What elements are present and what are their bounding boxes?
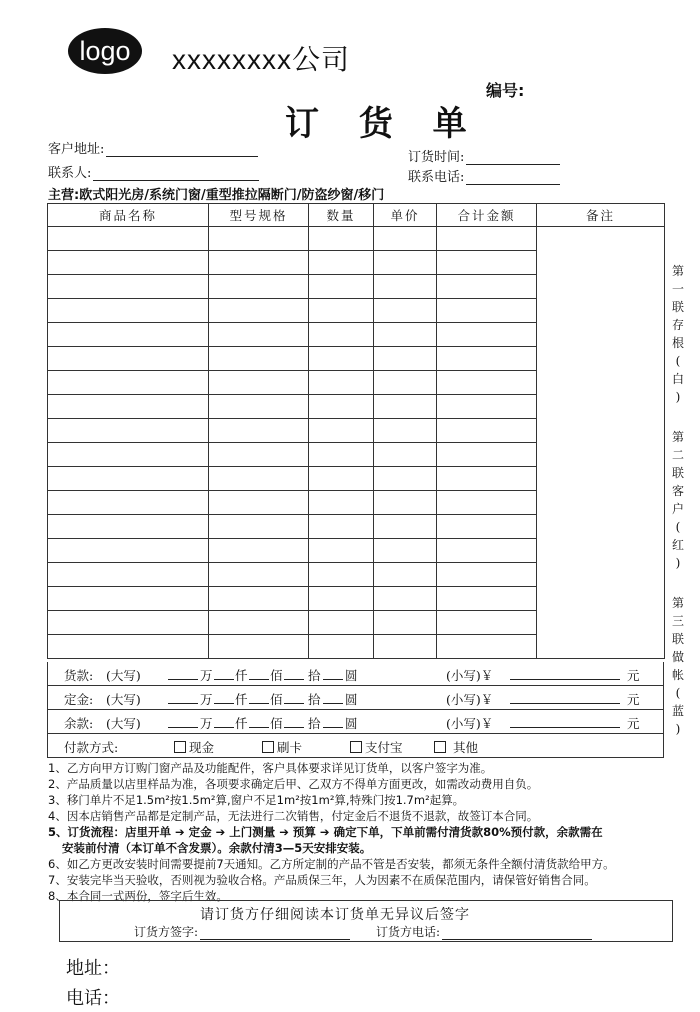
- footer-address: 地址：: [66, 958, 120, 978]
- table-cell[interactable]: [437, 563, 537, 587]
- unit-shi: 拾: [308, 692, 321, 707]
- table-cell[interactable]: [209, 275, 309, 299]
- yuan-label: 元: [627, 692, 640, 707]
- side-note-char: (: [675, 354, 681, 368]
- table-cell[interactable]: [309, 563, 374, 587]
- table-cell[interactable]: [437, 515, 537, 539]
- table-cell[interactable]: [374, 515, 437, 539]
- side-note-char: (: [675, 520, 681, 534]
- table-cell[interactable]: [209, 251, 309, 275]
- table-cell[interactable]: [309, 371, 374, 395]
- company-logo: [68, 28, 142, 74]
- side-note-char: 存: [671, 318, 684, 332]
- side-note-char: ): [675, 390, 681, 404]
- table-cell[interactable]: [209, 635, 309, 659]
- customer-address-label: 客户地址:: [48, 142, 105, 157]
- term-2: 2、产品质量以店里样品为准，各项要求确定后甲、乙双方不得单方面更改，如需改动费用自负。: [48, 777, 539, 791]
- goods-label: 货款:: [64, 668, 94, 683]
- table-cell[interactable]: [437, 347, 537, 371]
- side-note-char: 二: [671, 448, 684, 462]
- unit-yuan: 圆: [345, 668, 358, 683]
- table-cell[interactable]: [374, 563, 437, 587]
- table-cell[interactable]: [48, 443, 209, 467]
- term-1: 1、乙方向甲方订购门窗产品及功能配件，客户具体要求详见订货单，以客户签字为准。: [48, 761, 493, 775]
- table-cell[interactable]: [437, 227, 537, 251]
- table-cell[interactable]: [374, 611, 437, 635]
- table-cell[interactable]: [537, 227, 665, 659]
- table-cell[interactable]: [437, 611, 537, 635]
- order-time-label: 订货时间:: [408, 150, 465, 165]
- side-note-char: 户: [671, 502, 684, 516]
- table-cell[interactable]: [209, 227, 309, 251]
- contact-label: 联系人:: [48, 166, 92, 181]
- table-cell[interactable]: [48, 635, 209, 659]
- table-cell[interactable]: [374, 371, 437, 395]
- side-note-char: 帐: [671, 668, 684, 682]
- side-note-char: ): [675, 556, 681, 570]
- unit-qian: 仟: [235, 668, 248, 683]
- sign-phone-line[interactable]: [442, 926, 592, 940]
- table-cell[interactable]: [209, 563, 309, 587]
- side-note-char: 联: [671, 300, 684, 314]
- table-cell[interactable]: [209, 587, 309, 611]
- table-cell[interactable]: [309, 443, 374, 467]
- col-quantity: 数量: [309, 204, 374, 227]
- payment-option-cash[interactable]: [174, 738, 214, 756]
- capital-label: (大写): [106, 716, 141, 731]
- table-cell[interactable]: [309, 491, 374, 515]
- footer-phone: 电话：: [66, 988, 120, 1008]
- side-note-char: 三: [671, 614, 684, 628]
- order-table: [47, 203, 665, 659]
- contact-line[interactable]: [93, 167, 259, 181]
- table-cell[interactable]: [48, 419, 209, 443]
- unit-wan: 万: [200, 668, 213, 683]
- table-cell[interactable]: [48, 563, 209, 587]
- table-cell[interactable]: [209, 515, 309, 539]
- table-cell[interactable]: [209, 299, 309, 323]
- table-cell[interactable]: [209, 395, 309, 419]
- unit-bai: 佰: [270, 692, 283, 707]
- checkbox-icon[interactable]: [350, 741, 362, 753]
- table-cell[interactable]: [309, 539, 374, 563]
- side-note-char: 第: [671, 264, 684, 278]
- table-cell[interactable]: [209, 491, 309, 515]
- side-note-char: 白: [671, 372, 684, 386]
- table-cell[interactable]: [209, 371, 309, 395]
- side-note-char: 一: [671, 282, 684, 296]
- term-7: 7、安装完毕当天验收，否则视为验收合格。产品质保三年，人为因素不在质保范围内，请保管好销售合同。: [48, 873, 596, 887]
- balance-row: [47, 710, 664, 734]
- cash-label: 现金: [189, 740, 215, 755]
- term-5-cont: 安装前付清（本订单不含发票）。余款付清3—5天安排安装。: [62, 841, 372, 855]
- unit-qian: 仟: [235, 692, 248, 707]
- table-cell[interactable]: [309, 299, 374, 323]
- other-label: 其他: [452, 740, 478, 755]
- table-cell[interactable]: [437, 323, 537, 347]
- side-note-char: 做: [671, 650, 684, 664]
- table-cell[interactable]: [309, 467, 374, 491]
- table-cell[interactable]: [374, 347, 437, 371]
- table-cell[interactable]: [309, 323, 374, 347]
- side-note-char: 客: [671, 484, 684, 498]
- company-name: xxxxxxxx公司: [172, 44, 351, 75]
- table-cell[interactable]: [374, 299, 437, 323]
- sign-phone-field[interactable]: [376, 923, 592, 940]
- table-cell[interactable]: [374, 419, 437, 443]
- table-cell[interactable]: [48, 515, 209, 539]
- table-cell[interactable]: [309, 635, 374, 659]
- table-cell[interactable]: [374, 635, 437, 659]
- yuan-label: 元: [627, 716, 640, 731]
- unit-bai: 佰: [270, 716, 283, 731]
- table-cell[interactable]: [209, 539, 309, 563]
- side-note-char: 根: [671, 336, 684, 350]
- table-cell[interactable]: [437, 587, 537, 611]
- signature-field[interactable]: [134, 923, 350, 940]
- table-cell[interactable]: [309, 515, 374, 539]
- customer-address-field[interactable]: [48, 138, 258, 157]
- unit-yuan: 圆: [345, 716, 358, 731]
- table-cell[interactable]: [309, 227, 374, 251]
- phone-line[interactable]: [466, 171, 560, 185]
- table-cell[interactable]: [374, 587, 437, 611]
- side-note-char: 红: [671, 538, 684, 552]
- term-6: 6、如乙方更改安装时间需要提前7天通知。乙方所定制的产品不管是否安装，都须无条件全额付清货款给甲方。: [48, 857, 615, 871]
- small-label: (小写)￥: [446, 716, 494, 731]
- col-remarks: 备注: [537, 204, 665, 227]
- unit-shi: 拾: [308, 716, 321, 731]
- table-cell[interactable]: [309, 611, 374, 635]
- table-cell[interactable]: [48, 611, 209, 635]
- table-cell[interactable]: [374, 227, 437, 251]
- small-label: (小写)￥: [446, 692, 494, 707]
- capital-label: (大写): [106, 692, 141, 707]
- table-cell[interactable]: [437, 371, 537, 395]
- table-cell[interactable]: [48, 347, 209, 371]
- sign-phone-label: 订货方电话:: [376, 925, 441, 939]
- checkbox-icon[interactable]: [262, 741, 274, 753]
- table-cell[interactable]: [309, 251, 374, 275]
- side-note-char: 第: [671, 596, 684, 610]
- table-cell[interactable]: [437, 419, 537, 443]
- table-cell[interactable]: [437, 467, 537, 491]
- yuan-label: 元: [627, 668, 640, 683]
- terms-list: [48, 760, 668, 904]
- unit-shi: 拾: [308, 668, 321, 683]
- table-cell[interactable]: [374, 443, 437, 467]
- table-cell[interactable]: [374, 467, 437, 491]
- table-header-row: [48, 204, 665, 227]
- side-note-char: 第: [671, 430, 684, 444]
- copy-distribution-notes: [671, 262, 685, 738]
- payment-option-card[interactable]: [262, 738, 302, 756]
- table-cell[interactable]: [48, 395, 209, 419]
- table-cell[interactable]: [437, 395, 537, 419]
- table-cell[interactable]: [437, 251, 537, 275]
- side-note-char: (: [675, 686, 681, 700]
- table-cell[interactable]: [374, 539, 437, 563]
- signature-line[interactable]: [200, 926, 350, 940]
- customer-address-line[interactable]: [106, 143, 258, 157]
- sign-notice: 请订货方仔细阅读本订货单无异议后签字: [200, 907, 470, 923]
- signature-label: 订货方签字:: [134, 925, 199, 939]
- table-cell[interactable]: [374, 395, 437, 419]
- small-label: (小写)￥: [446, 668, 494, 683]
- phone-label: 联系电话:: [408, 170, 465, 185]
- logo-text: logo: [79, 35, 131, 66]
- unit-wan: 万: [200, 692, 213, 707]
- table-cell[interactable]: [209, 323, 309, 347]
- table-cell[interactable]: [309, 347, 374, 371]
- table-cell[interactable]: [48, 467, 209, 491]
- payment-method-row: [47, 734, 664, 758]
- table-cell[interactable]: [309, 587, 374, 611]
- unit-qian: 仟: [235, 716, 248, 731]
- card-label: 刷卡: [277, 740, 303, 755]
- deposit-label: 定金:: [64, 692, 94, 707]
- unit-bai: 佰: [270, 668, 283, 683]
- payment-option-alipay[interactable]: [350, 738, 403, 756]
- table-cell[interactable]: [374, 491, 437, 515]
- table-cell[interactable]: [437, 299, 537, 323]
- side-note-char: 联: [671, 466, 684, 480]
- table-cell[interactable]: [48, 371, 209, 395]
- table-cell[interactable]: [309, 275, 374, 299]
- col-total-amount: 合计金额: [437, 204, 537, 227]
- table-cell[interactable]: [48, 227, 209, 251]
- table-cell[interactable]: [437, 275, 537, 299]
- table-cell[interactable]: [48, 587, 209, 611]
- table-cell[interactable]: [209, 347, 309, 371]
- table-cell[interactable]: [48, 491, 209, 515]
- table-cell[interactable]: [437, 443, 537, 467]
- unit-wan: 万: [200, 716, 213, 731]
- table-cell[interactable]: [48, 323, 209, 347]
- order-time-line[interactable]: [466, 151, 560, 165]
- checkbox-icon[interactable]: [434, 741, 446, 753]
- table-row: [48, 227, 665, 251]
- table-cell[interactable]: [437, 491, 537, 515]
- table-cell[interactable]: [48, 299, 209, 323]
- alipay-label: 支付宝: [365, 740, 403, 755]
- goods-payment-row: [47, 662, 664, 686]
- term-3: 3、移门单片不足1.5m²按1.5m²算,窗户不足1m²按1m²算,特殊门按1.7m²起算。: [48, 793, 465, 807]
- table-cell[interactable]: [309, 395, 374, 419]
- table-cell[interactable]: [374, 323, 437, 347]
- capital-label: (大写): [106, 668, 141, 683]
- phone-field[interactable]: [408, 166, 560, 185]
- contact-field[interactable]: [48, 162, 259, 181]
- table-cell[interactable]: [209, 611, 309, 635]
- term-8: 8、本合同一式两份，签字后生效。: [48, 889, 228, 903]
- term-4: 4、因本店销售产品都是定制产品，无法进行二次销售，付定金后不退货不退款，故签订本合同。: [48, 809, 539, 823]
- signature-box: [59, 900, 673, 942]
- table-cell[interactable]: [309, 419, 374, 443]
- col-unit-price: 单价: [374, 204, 437, 227]
- unit-yuan: 圆: [345, 692, 358, 707]
- order-time-field[interactable]: [408, 146, 560, 165]
- payment-method-label: 付款方式:: [64, 740, 119, 755]
- side-note-char: 联: [671, 632, 684, 646]
- balance-label: 余款:: [64, 716, 94, 731]
- document-number-label: 编号:: [486, 81, 525, 100]
- payment-option-other[interactable]: [434, 738, 478, 756]
- table-cell[interactable]: [48, 275, 209, 299]
- table-cell[interactable]: [209, 467, 309, 491]
- table-cell[interactable]: [374, 275, 437, 299]
- table-cell[interactable]: [374, 251, 437, 275]
- col-product-name: 商品名称: [48, 204, 209, 227]
- side-note-char: 蓝: [671, 704, 684, 718]
- business-scope: 主营:欧式阳光房/系统门窗/重型推拉隔断门/防盗纱窗/移门: [48, 188, 385, 203]
- table-cell[interactable]: [209, 419, 309, 443]
- side-note-char: ): [675, 722, 681, 736]
- table-cell[interactable]: [48, 251, 209, 275]
- table-cell[interactable]: [48, 539, 209, 563]
- table-cell[interactable]: [209, 443, 309, 467]
- col-model-spec: 型号规格: [209, 204, 309, 227]
- checkbox-icon[interactable]: [174, 741, 186, 753]
- page-title: 订 货 单: [285, 104, 481, 144]
- deposit-row: [47, 686, 664, 710]
- table-cell[interactable]: [437, 539, 537, 563]
- term-5: 5、订货流程：店里开单 ➔ 定金 ➔ 上门测量 ➔ 预算 ➔ 确定下单，下单前需付清货款80%预付款，余款需在: [48, 825, 603, 839]
- table-cell[interactable]: [437, 635, 537, 659]
